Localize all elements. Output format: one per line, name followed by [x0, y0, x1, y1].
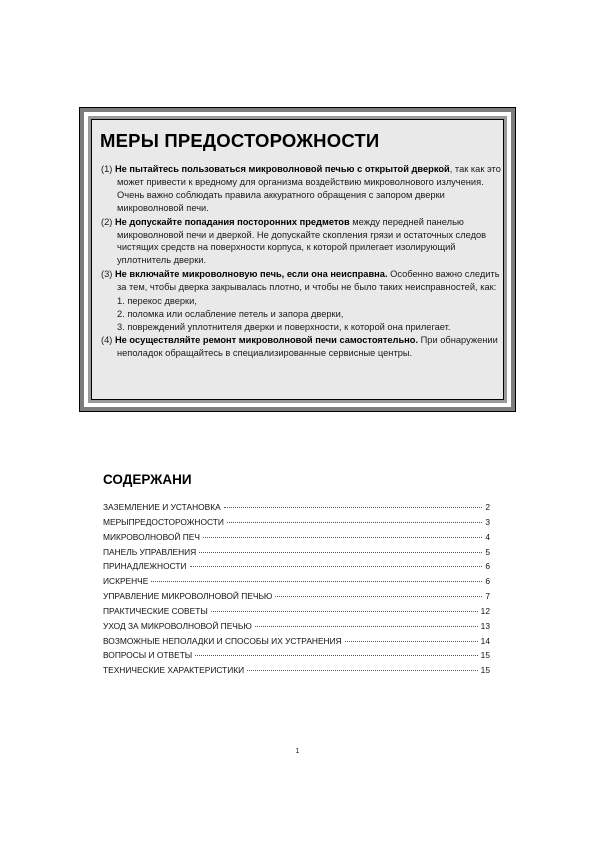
toc-leader-dots: [227, 522, 482, 523]
precaution-item-3: [101, 268, 501, 294]
precaution-number: (2): [101, 216, 113, 227]
toc-entry-label: ПАНЕЛЬ УПРАВЛЕНИЯ: [103, 546, 197, 557]
toc-entry-label: ВОЗМОЖНЫЕ НЕПОЛАДКИ И СПОСОБЫ ИХ УСТРАНЕНИЯ: [103, 635, 342, 646]
precaution-bold-text: Не осуществляйте ремонт микроволновой печи самостоятельно.: [114, 334, 419, 345]
toc-entry-page: 4: [485, 531, 490, 542]
toc-entry-page: 12: [480, 605, 490, 616]
table-of-contents: [103, 502, 490, 680]
precaution-bold-text: Не включайте микроволновую печь, если она неисправна.: [114, 269, 388, 280]
toc-entry[interactable]: [103, 561, 490, 576]
toc-entry-page: 15: [480, 665, 490, 676]
toc-leader-dots: [255, 626, 478, 627]
toc-entry-label: МИКРОВОЛНОВОЙ ПЕЧ: [103, 531, 200, 542]
precaution-subitem: 1. перекос дверки,: [117, 296, 197, 307]
toc-entry-page: 7: [485, 591, 490, 602]
toc-leader-dots: [151, 581, 482, 582]
precaution-item-1: [101, 163, 501, 215]
precaution-text: При обнаружении неполадок обращайтесь в специализированные сервисные центры.: [117, 334, 498, 358]
toc-entry[interactable]: [103, 606, 490, 621]
precaution-text: , так как это может привести к вредному для организма воздействию микроволнового излучения. Очень важно соблюдать правила аккуратного обращения с запором дверки микроволновой печи.: [117, 164, 501, 213]
toc-entry-label: МЕРЫПРЕДОСТОРОЖНОСТИ: [103, 516, 224, 527]
toc-entry[interactable]: [103, 650, 490, 665]
toc-entry-page: 15: [480, 650, 490, 661]
precaution-number: (1): [101, 164, 113, 174]
toc-entry-label: ИСКРЕНЧЕ: [103, 576, 149, 587]
toc-entry-page: 13: [480, 620, 490, 631]
contents-title: СОДЕРЖАНИ: [103, 472, 192, 487]
precaution-number: (4): [101, 334, 113, 345]
precautions-list: [101, 163, 501, 361]
toc-entry[interactable]: [103, 576, 490, 591]
precaution-number: (3): [101, 269, 113, 280]
toc-leader-dots: [195, 655, 477, 656]
toc-entry[interactable]: [103, 636, 490, 651]
toc-entry-label: ПРАКТИЧЕСКИЕ СОВЕТЫ: [103, 605, 208, 616]
toc-entry[interactable]: [103, 547, 490, 562]
toc-entry-page: 6: [485, 576, 490, 587]
toc-entry-label: УХОД ЗА МИКРОВОЛНОВОЙ ПЕЧЬЮ: [103, 620, 252, 631]
toc-entry-page: 5: [485, 546, 490, 557]
toc-entry[interactable]: [103, 517, 490, 532]
precautions-title: МЕРЫ ПРЕДОСТОРОЖНОСТИ: [100, 130, 380, 151]
toc-entry-label: ТЕХНИЧЕСКИЕ ХАРАКТЕРИСТИКИ: [103, 665, 245, 676]
precaution-item-4: [101, 334, 501, 360]
toc-entry-page: 6: [485, 561, 490, 572]
toc-entry-label: ВОПРОСЫ И ОТВЕТЫ: [103, 650, 193, 661]
toc-leader-dots: [247, 670, 478, 671]
toc-entry-page: 3: [485, 516, 490, 527]
precaution-subitem: 2. поломка или ослабление петель и запора дверки,: [117, 308, 344, 319]
precaution-text: между передней панелью микроволновой печи и дверкой. Не допускайте скопления грязи и остаточных следов чистящих средств на поверхности корпуса, к которой прилегает изолирующий уплотнитель дверки.: [117, 216, 487, 266]
toc-entry[interactable]: [103, 621, 490, 636]
precaution-text: Особенно важно следить за тем, чтобы дверка закрывалась плотно, и чтобы не было таких неисправностей, как:: [117, 269, 500, 293]
toc-entry[interactable]: [103, 502, 490, 517]
toc-entry[interactable]: [103, 591, 490, 606]
precaution-sublist: [101, 295, 501, 334]
toc-leader-dots: [203, 537, 482, 538]
toc-entry[interactable]: [103, 532, 490, 547]
toc-leader-dots: [275, 596, 482, 597]
toc-entry-label: ЗАЗЕМЛЕНИЕ И УСТАНОВКА: [103, 502, 221, 512]
precaution-bold-text: Не допускайте попадания посторонних предметов: [114, 216, 350, 227]
toc-leader-dots: [224, 507, 483, 508]
toc-leader-dots: [211, 611, 478, 612]
toc-leader-dots: [199, 552, 482, 553]
toc-entry-label: ПРИНАДЛЕЖНОСТИ: [103, 561, 187, 572]
toc-entry-label: УПРАВЛЕНИЕ МИКРОВОЛНОВОЙ ПЕЧЬЮ: [103, 591, 273, 602]
toc-entry[interactable]: [103, 665, 490, 680]
precaution-item-2: [101, 216, 501, 268]
toc-leader-dots: [345, 641, 478, 642]
page-number: 1: [295, 748, 300, 755]
precaution-subitem: 3. повреждений уплотнителя дверки и поверхности, к которой она прилегает.: [117, 321, 451, 332]
toc-entry-page: 2: [485, 502, 490, 512]
toc-leader-dots: [190, 566, 483, 567]
precaution-bold-text: Не пытайтесь пользоваться микроволновой печью с открытой дверкой: [114, 164, 450, 174]
toc-entry-page: 14: [480, 635, 490, 646]
